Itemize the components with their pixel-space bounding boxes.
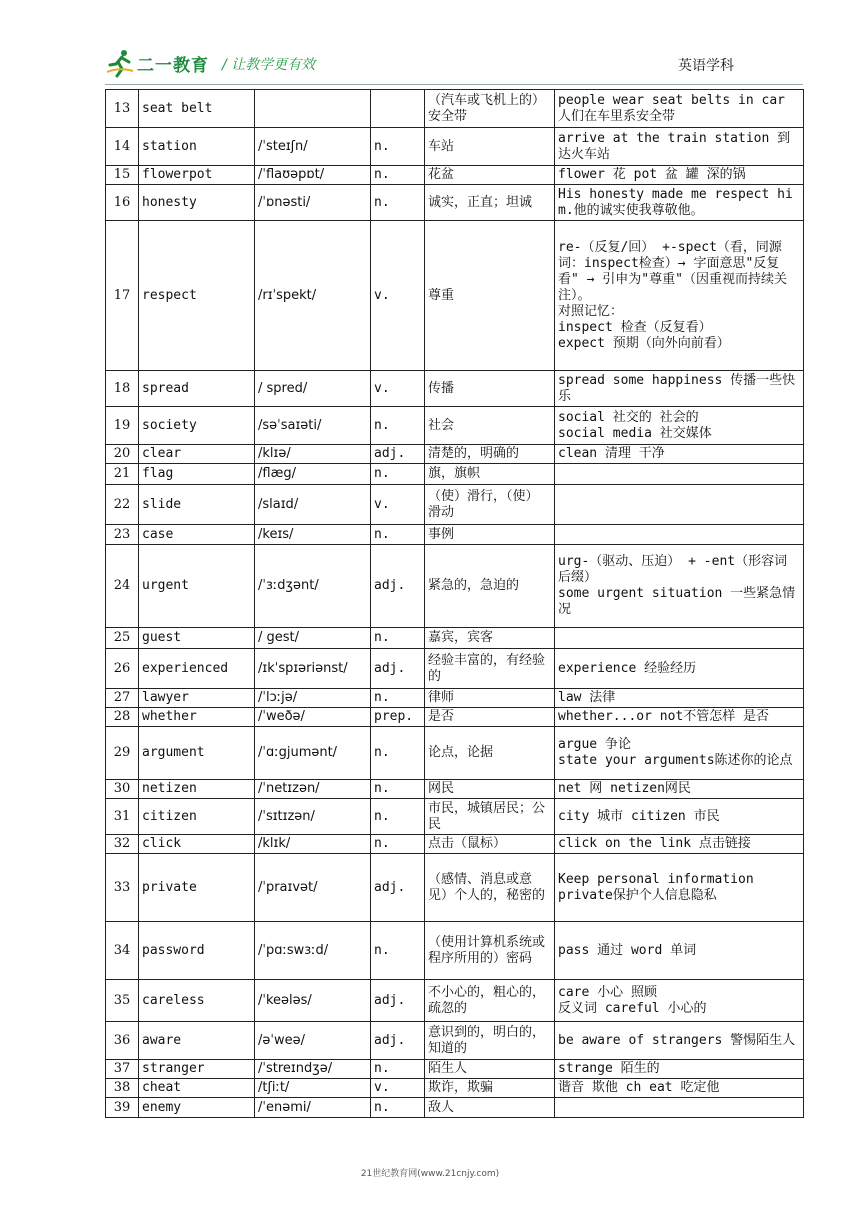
part-of-speech-cell: n. bbox=[371, 525, 425, 545]
note-cell bbox=[555, 1022, 804, 1060]
phonetic-cell: /keɪs/ bbox=[255, 525, 371, 545]
phonetic-cell: /klɪk/ bbox=[255, 835, 371, 854]
row-number: 28 bbox=[106, 708, 139, 727]
table-row bbox=[106, 922, 804, 980]
part-of-speech-cell: adj. bbox=[371, 545, 425, 628]
part-of-speech-cell: v. bbox=[371, 485, 425, 525]
meaning-cell: 事例 bbox=[425, 525, 555, 545]
row-number: 26 bbox=[106, 649, 139, 689]
phonetic-cell: /əˈweə/ bbox=[255, 1022, 371, 1060]
row-number: 35 bbox=[106, 980, 139, 1022]
row-number: 20 bbox=[106, 445, 139, 464]
phonetic-cell: /flæg/ bbox=[255, 464, 371, 485]
word-cell: case bbox=[139, 525, 255, 545]
part-of-speech-cell: n. bbox=[371, 166, 425, 185]
part-of-speech-cell: n. bbox=[371, 407, 425, 445]
note-cell bbox=[555, 445, 804, 464]
phonetic-cell: /klɪə/ bbox=[255, 445, 371, 464]
note-cell bbox=[555, 166, 804, 185]
meaning-cell: 嘉宾，宾客 bbox=[425, 628, 555, 649]
part-of-speech-cell: n. bbox=[371, 128, 425, 166]
meaning-cell: 律师 bbox=[425, 689, 555, 708]
row-number: 16 bbox=[106, 185, 139, 221]
note-line: click on the link 点击链接 bbox=[558, 836, 751, 851]
row-number: 36 bbox=[106, 1022, 139, 1060]
note-cell bbox=[555, 780, 804, 799]
phonetic-cell: /ˈpraɪvət/ bbox=[255, 854, 371, 922]
phonetic-cell: /ˈɑːgjumənt/ bbox=[255, 727, 371, 780]
table-row bbox=[106, 628, 804, 649]
note-line: spread some happiness 传播一些快乐 bbox=[558, 372, 796, 404]
meaning-cell: 尊重 bbox=[425, 221, 555, 371]
note-line: argue 争论 bbox=[558, 737, 631, 752]
note-line: strange 陌生的 bbox=[558, 1061, 660, 1076]
note-line: pass 通过 word 单词 bbox=[558, 942, 697, 958]
part-of-speech-cell: n. bbox=[371, 835, 425, 854]
phonetic-cell: / gest/ bbox=[255, 628, 371, 649]
row-number: 39 bbox=[106, 1098, 139, 1118]
word-cell: whether bbox=[139, 708, 255, 727]
note-line: clean 清理 干净 bbox=[558, 446, 665, 461]
row-number: 17 bbox=[106, 221, 139, 371]
row-number: 29 bbox=[106, 727, 139, 780]
meaning-cell: 传播 bbox=[425, 371, 555, 407]
table-row bbox=[106, 371, 804, 407]
note-line: law 法律 bbox=[558, 690, 616, 705]
word-cell: clear bbox=[139, 445, 255, 464]
meaning-cell: 车站 bbox=[425, 128, 555, 166]
phonetic-cell: /ˈnetɪzən/ bbox=[255, 780, 371, 799]
table-row bbox=[106, 835, 804, 854]
table-row bbox=[106, 1022, 804, 1060]
word-cell: society bbox=[139, 407, 255, 445]
word-cell: stranger bbox=[139, 1060, 255, 1079]
table-row bbox=[106, 166, 804, 185]
word-cell: password bbox=[139, 922, 255, 980]
row-number: 21 bbox=[106, 464, 139, 485]
table-row bbox=[106, 708, 804, 727]
phonetic-cell: /ˈflaʊəpɒt/ bbox=[255, 166, 371, 185]
note-line: urg-（驱动、压迫） + -ent（形容词后缀） bbox=[558, 554, 788, 585]
word-cell: slide bbox=[139, 485, 255, 525]
note-line: care 小心 照顾 bbox=[558, 984, 657, 1000]
note-line: private保护个人信息隐私 bbox=[558, 887, 717, 903]
meaning-cell: 论点，论据 bbox=[425, 727, 555, 780]
meaning-cell: 网民 bbox=[425, 780, 555, 799]
table-row bbox=[106, 854, 804, 922]
part-of-speech-cell bbox=[371, 90, 425, 128]
phonetic-cell: /ˈlɔːjə/ bbox=[255, 689, 371, 708]
part-of-speech-cell: n. bbox=[371, 1060, 425, 1079]
phonetic-cell: /ˈpɑːswɜːd/ bbox=[255, 922, 371, 980]
phonetic-cell: /ˈweðə/ bbox=[255, 708, 371, 727]
row-number: 32 bbox=[106, 835, 139, 854]
note-line: re-（反复/回） +-spect（看，同源词：inspect检查）→ 字面意思"反复看" → 引申为"尊重"（因重视而持续关注）。 bbox=[558, 239, 787, 303]
note-cell bbox=[555, 464, 804, 485]
phonetic-cell bbox=[255, 90, 371, 128]
subject-label: 英语学科 bbox=[678, 58, 734, 74]
part-of-speech-cell: n. bbox=[371, 464, 425, 485]
vocabulary-table bbox=[105, 89, 804, 1118]
note-cell bbox=[555, 835, 804, 854]
word-cell: citizen bbox=[139, 799, 255, 835]
meaning-cell: 花盆 bbox=[425, 166, 555, 185]
table-row bbox=[106, 221, 804, 371]
note-cell bbox=[555, 90, 804, 128]
part-of-speech-cell: adj. bbox=[371, 445, 425, 464]
note-line: experience 经验经历 bbox=[558, 660, 697, 676]
word-cell: flag bbox=[139, 464, 255, 485]
meaning-cell: （感情、消息或意见）个人的，秘密的 bbox=[425, 854, 555, 922]
note-cell bbox=[555, 485, 804, 525]
row-number: 19 bbox=[106, 407, 139, 445]
page-header bbox=[0, 0, 860, 86]
row-number: 37 bbox=[106, 1060, 139, 1079]
note-cell bbox=[555, 185, 804, 221]
phonetic-cell: /ˈsteɪʃn/ bbox=[255, 128, 371, 166]
row-number: 27 bbox=[106, 689, 139, 708]
row-number: 15 bbox=[106, 166, 139, 185]
word-cell: seat belt bbox=[139, 90, 255, 128]
meaning-cell: 不小心的，粗心的，疏忽的 bbox=[425, 980, 555, 1022]
note-line: arrive at the train station 到达火车站 bbox=[558, 130, 791, 162]
note-cell bbox=[555, 407, 804, 445]
table-row bbox=[106, 980, 804, 1022]
note-line: social media 社交媒体 bbox=[558, 425, 712, 441]
row-number: 38 bbox=[106, 1079, 139, 1098]
note-line: people wear seat belts in car 人们在车里系安全带 bbox=[558, 92, 785, 124]
note-line: whether...or not不管怎样 是否 bbox=[558, 709, 770, 724]
note-line: flower 花 pot 盆 罐 深的锅 bbox=[558, 167, 746, 182]
table-row bbox=[106, 727, 804, 780]
meaning-cell: （使用计算机系统或程序所用的）密码 bbox=[425, 922, 555, 980]
meaning-cell: 是否 bbox=[425, 708, 555, 727]
word-cell: enemy bbox=[139, 1098, 255, 1118]
meaning-cell: 敌人 bbox=[425, 1098, 555, 1118]
phonetic-cell: /səˈsaɪəti/ bbox=[255, 407, 371, 445]
meaning-cell: 诚实，正直；坦诚 bbox=[425, 185, 555, 221]
part-of-speech-cell: v. bbox=[371, 221, 425, 371]
word-cell: spread bbox=[139, 371, 255, 407]
word-cell: click bbox=[139, 835, 255, 854]
note-cell bbox=[555, 371, 804, 407]
table-row bbox=[106, 128, 804, 166]
row-number: 30 bbox=[106, 780, 139, 799]
row-number: 34 bbox=[106, 922, 139, 980]
part-of-speech-cell: adj. bbox=[371, 854, 425, 922]
word-cell: station bbox=[139, 128, 255, 166]
note-line: 谐音 欺他 ch eat 吃定他 bbox=[558, 1080, 720, 1095]
table-row bbox=[106, 90, 804, 128]
table-row bbox=[106, 780, 804, 799]
part-of-speech-cell: n. bbox=[371, 628, 425, 649]
phonetic-cell: /rɪˈspekt/ bbox=[255, 221, 371, 371]
note-line: social 社交的 社会的 bbox=[558, 409, 699, 425]
note-cell bbox=[555, 922, 804, 980]
table-row bbox=[106, 545, 804, 628]
word-cell: cheat bbox=[139, 1079, 255, 1098]
part-of-speech-cell: v. bbox=[371, 371, 425, 407]
meaning-cell: 欺诈，欺骗 bbox=[425, 1079, 555, 1098]
table-row bbox=[106, 1060, 804, 1079]
phonetic-cell: /ˈɜːdʒənt/ bbox=[255, 545, 371, 628]
row-number: 24 bbox=[106, 545, 139, 628]
logo bbox=[105, 46, 209, 80]
word-cell: experienced bbox=[139, 649, 255, 689]
phonetic-cell: /tʃiːt/ bbox=[255, 1079, 371, 1098]
part-of-speech-cell: n. bbox=[371, 727, 425, 780]
note-line: net 网 netizen网民 bbox=[558, 781, 691, 796]
phonetic-cell: /slaɪd/ bbox=[255, 485, 371, 525]
note-line: inspect 检查（反复看） bbox=[558, 319, 712, 335]
row-number: 25 bbox=[106, 628, 139, 649]
table-row bbox=[106, 1098, 804, 1118]
note-line: some urgent situation 一些紧急情况 bbox=[558, 586, 796, 617]
row-number: 22 bbox=[106, 485, 139, 525]
word-cell: netizen bbox=[139, 780, 255, 799]
note-line: be aware of strangers 警惕陌生人 bbox=[558, 1032, 796, 1048]
table-row bbox=[106, 799, 804, 835]
page-footer: 21世纪教育网(www.21cnjy.com) bbox=[360, 1169, 500, 1179]
vocabulary-table-body bbox=[106, 90, 804, 1118]
row-number: 31 bbox=[106, 799, 139, 835]
note-line: His honesty made me respect him.他的诚实使我尊敬他。 bbox=[558, 186, 793, 218]
meaning-cell: 社会 bbox=[425, 407, 555, 445]
table-row bbox=[106, 525, 804, 545]
note-cell bbox=[555, 545, 804, 628]
phonetic-cell: / spred/ bbox=[255, 371, 371, 407]
part-of-speech-cell: n. bbox=[371, 689, 425, 708]
meaning-cell: 市民，城镇居民；公民 bbox=[425, 799, 555, 835]
meaning-cell: 旗，旗帜 bbox=[425, 464, 555, 485]
note-line: state your arguments陈述你的论点 bbox=[558, 753, 793, 768]
slogan: / 让教学更有效 bbox=[222, 57, 316, 73]
note-line: expect 预期（向外向前看） bbox=[558, 335, 730, 351]
table-row bbox=[106, 464, 804, 485]
table-row bbox=[106, 407, 804, 445]
row-number: 23 bbox=[106, 525, 139, 545]
meaning-cell: 经验丰富的，有经验的 bbox=[425, 649, 555, 689]
word-cell: flowerpot bbox=[139, 166, 255, 185]
part-of-speech-cell: adj. bbox=[371, 649, 425, 689]
table-row bbox=[106, 185, 804, 221]
word-cell: urgent bbox=[139, 545, 255, 628]
note-line: city 城市 citizen 市民 bbox=[558, 808, 720, 824]
table-row bbox=[106, 1079, 804, 1098]
note-cell bbox=[555, 1060, 804, 1079]
table-row bbox=[106, 485, 804, 525]
phonetic-cell: /ɪkˈspɪəriənst/ bbox=[255, 649, 371, 689]
part-of-speech-cell: n. bbox=[371, 799, 425, 835]
note-line: 反义词 careful 小心的 bbox=[558, 1000, 707, 1016]
note-cell bbox=[555, 649, 804, 689]
phonetic-cell: /ˈɒnəsti/ bbox=[255, 185, 371, 221]
meaning-cell: 清楚的，明确的 bbox=[425, 445, 555, 464]
word-cell: guest bbox=[139, 628, 255, 649]
table-row bbox=[106, 445, 804, 464]
table-row bbox=[106, 649, 804, 689]
meaning-cell: （使）滑行，（使）滑动 bbox=[425, 485, 555, 525]
part-of-speech-cell: n. bbox=[371, 1098, 425, 1118]
note-cell bbox=[555, 708, 804, 727]
word-cell: aware bbox=[139, 1022, 255, 1060]
note-cell bbox=[555, 128, 804, 166]
part-of-speech-cell: n. bbox=[371, 185, 425, 221]
note-cell bbox=[555, 980, 804, 1022]
note-cell bbox=[555, 525, 804, 545]
note-cell bbox=[555, 628, 804, 649]
table-row bbox=[106, 689, 804, 708]
note-cell bbox=[555, 799, 804, 835]
phonetic-cell: /ˈstreɪndʒə/ bbox=[255, 1060, 371, 1079]
word-cell: argument bbox=[139, 727, 255, 780]
part-of-speech-cell: n. bbox=[371, 922, 425, 980]
meaning-cell: 陌生人 bbox=[425, 1060, 555, 1079]
note-cell bbox=[555, 1098, 804, 1118]
meaning-cell: （汽车或飞机上的）安全带 bbox=[425, 90, 555, 128]
part-of-speech-cell: v. bbox=[371, 1079, 425, 1098]
word-cell: honesty bbox=[139, 185, 255, 221]
note-cell bbox=[555, 221, 804, 371]
meaning-cell: 点击（鼠标） bbox=[425, 835, 555, 854]
word-cell: careless bbox=[139, 980, 255, 1022]
row-number: 14 bbox=[106, 128, 139, 166]
note-cell bbox=[555, 689, 804, 708]
phonetic-cell: /ˈenəmi/ bbox=[255, 1098, 371, 1118]
note-cell bbox=[555, 727, 804, 780]
meaning-cell: 意识到的，明白的，知道的 bbox=[425, 1022, 555, 1060]
part-of-speech-cell: prep. bbox=[371, 708, 425, 727]
word-cell: private bbox=[139, 854, 255, 922]
runner-logo-icon bbox=[105, 48, 135, 78]
note-line: 对照记忆： bbox=[558, 303, 624, 319]
phonetic-cell: /ˈsɪtɪzən/ bbox=[255, 799, 371, 835]
note-line: Keep personal information bbox=[558, 871, 754, 887]
word-cell: respect bbox=[139, 221, 255, 371]
row-number: 13 bbox=[106, 90, 139, 128]
note-cell bbox=[555, 854, 804, 922]
meaning-cell: 紧急的，急迫的 bbox=[425, 545, 555, 628]
row-number: 33 bbox=[106, 854, 139, 922]
header-divider bbox=[105, 84, 803, 85]
part-of-speech-cell: n. bbox=[371, 780, 425, 799]
logo-text: 二一教育 bbox=[137, 55, 209, 76]
phonetic-cell: /ˈkeələs/ bbox=[255, 980, 371, 1022]
row-number: 18 bbox=[106, 371, 139, 407]
word-cell: lawyer bbox=[139, 689, 255, 708]
part-of-speech-cell: adj. bbox=[371, 980, 425, 1022]
note-cell bbox=[555, 1079, 804, 1098]
part-of-speech-cell: adj. bbox=[371, 1022, 425, 1060]
